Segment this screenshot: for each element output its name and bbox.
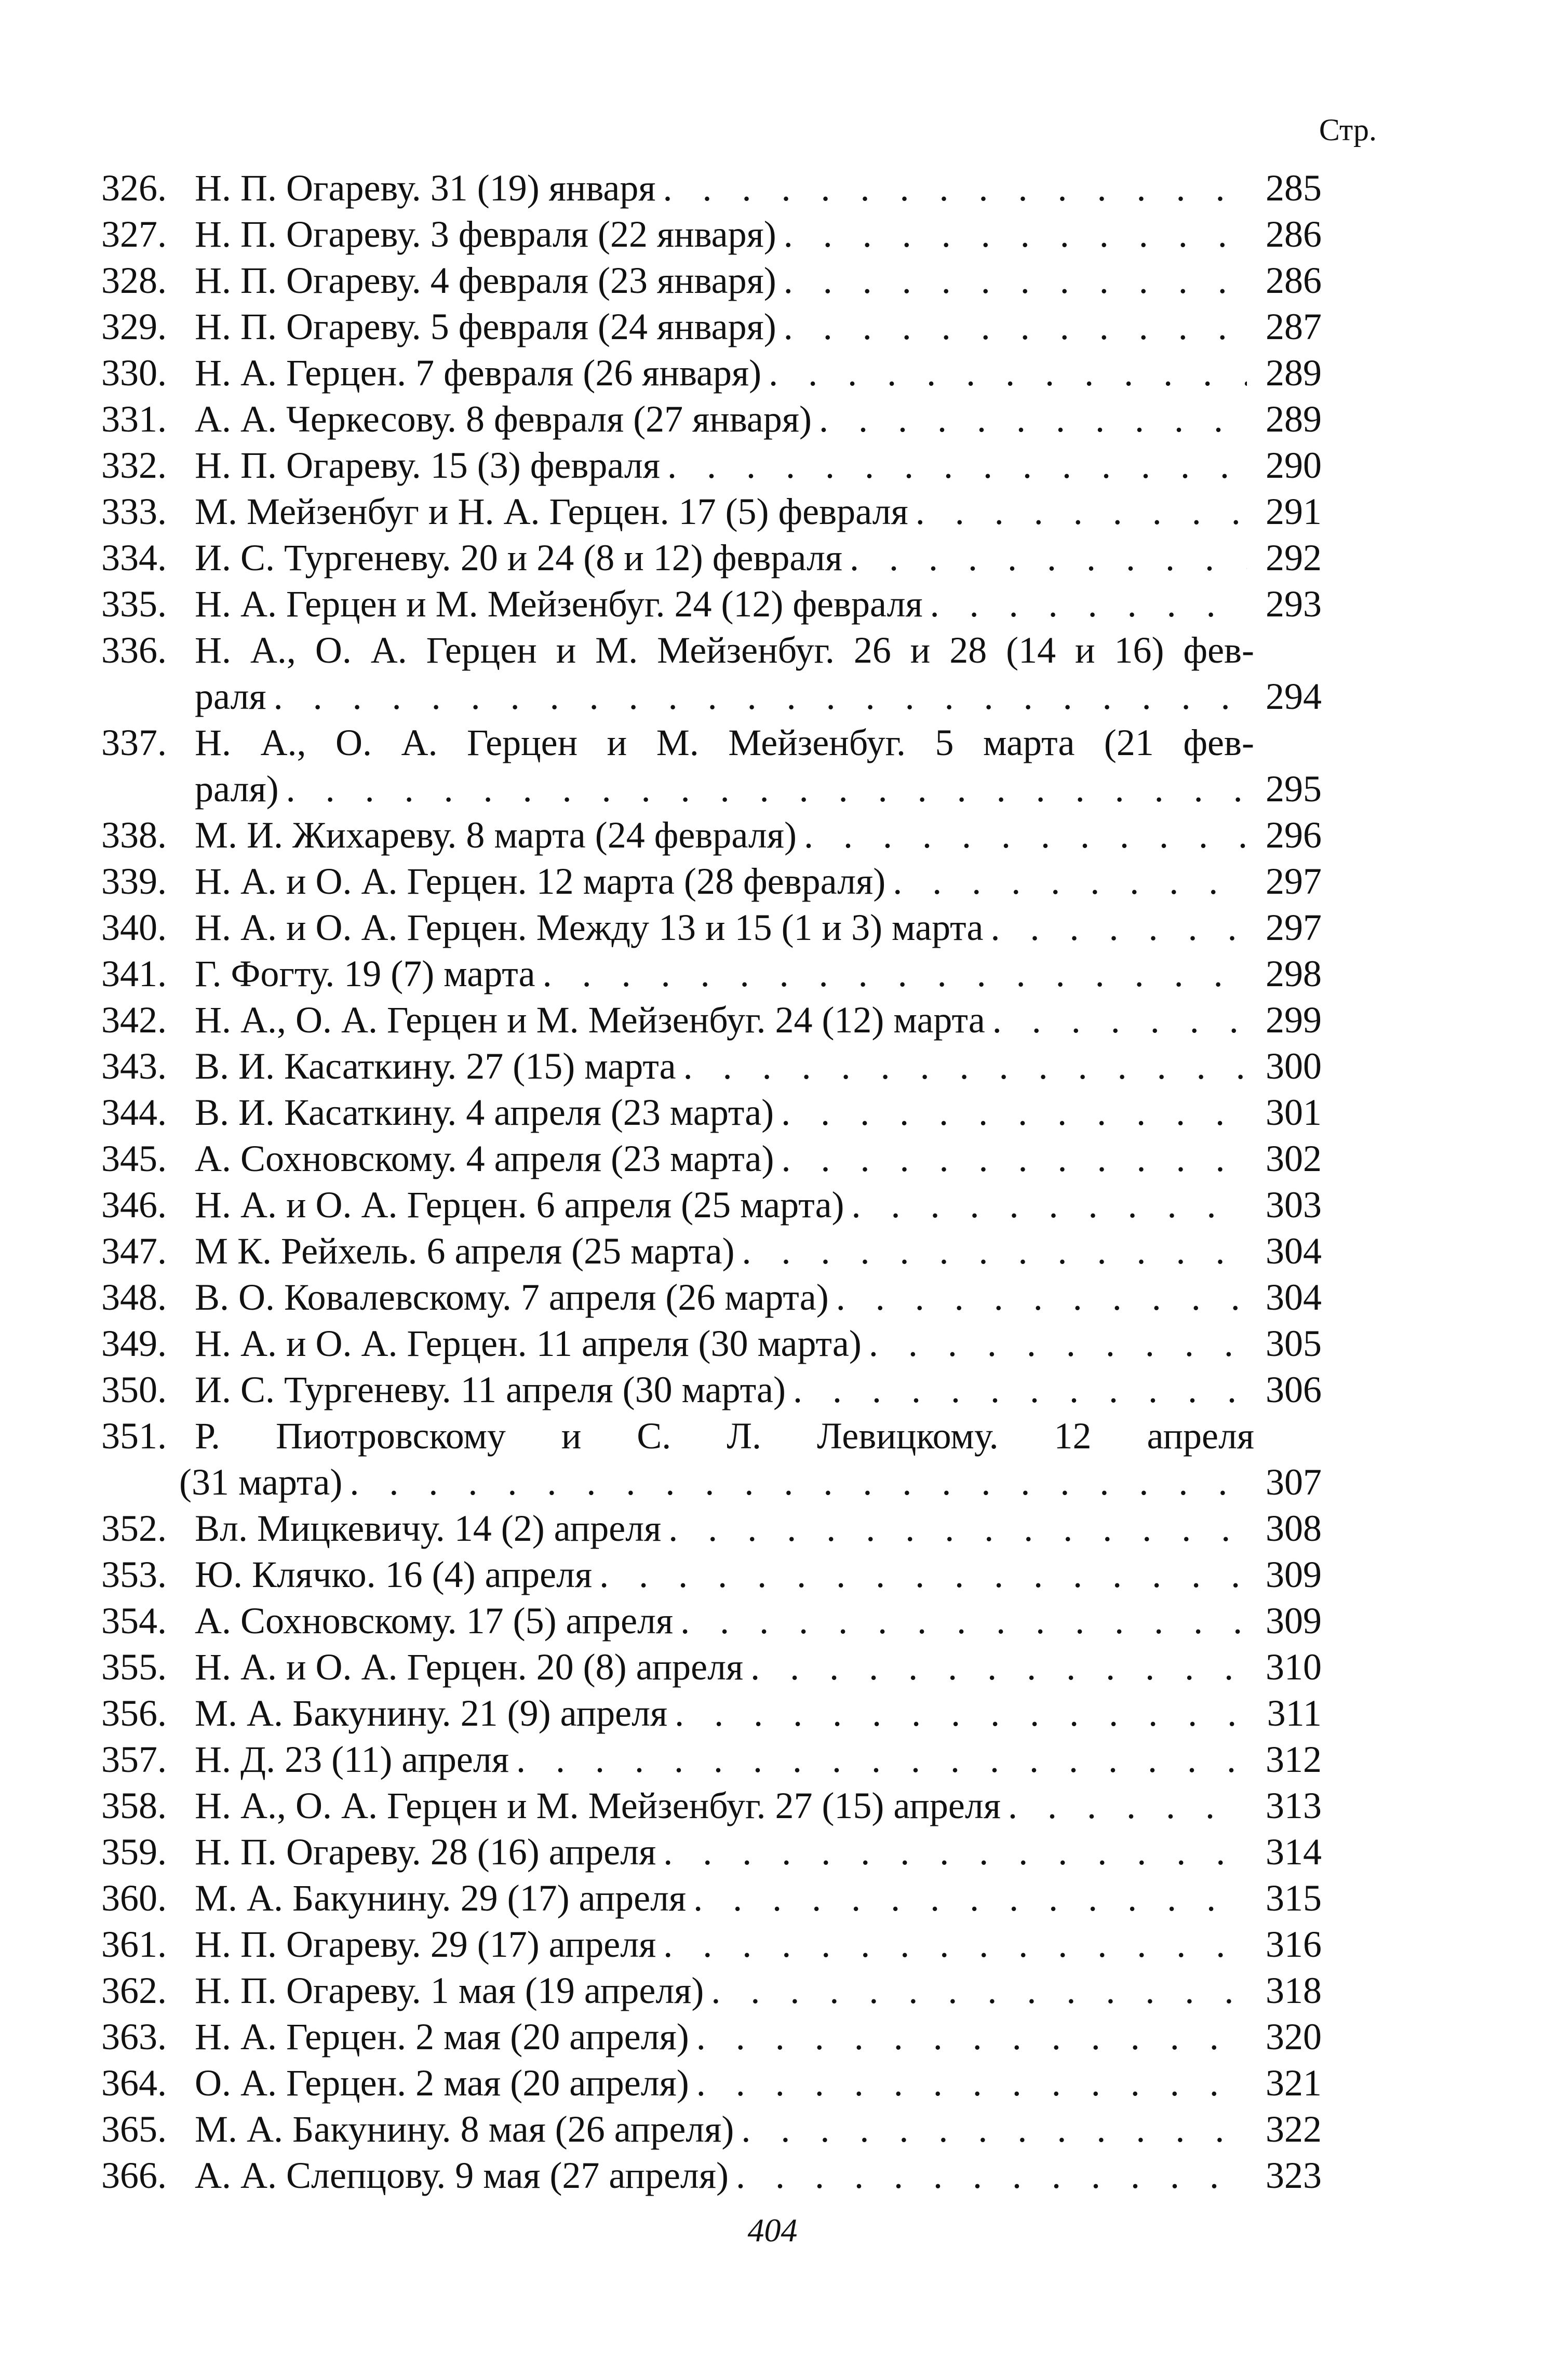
toc-entry-number: 365. [101, 2108, 167, 2150]
toc-entry-title-line [195, 581, 1254, 627]
toc-entry-number: 336. [101, 629, 167, 671]
toc-entry [101, 1829, 1322, 1875]
toc-entry-number: 366. [101, 2155, 167, 2196]
toc-entry-title: Ю. Клячко. 16 (4) апреля [195, 1554, 593, 1595]
toc-entry-title: М. А. Бакунину. 21 (9) апреля [195, 1692, 668, 1734]
toc-entry-number: 333. [101, 491, 167, 532]
toc-entry-title-line [195, 1968, 1254, 2014]
toc-entry [101, 396, 1322, 442]
toc-entry-page: 286 [1266, 260, 1322, 301]
dot-leaders [736, 2153, 1247, 2199]
toc-entry [101, 858, 1322, 905]
toc-entry-page: 322 [1266, 2108, 1322, 2150]
toc-entry-page: 308 [1266, 1508, 1322, 1549]
dot-leaders [663, 1829, 1247, 1875]
toc-entry-number: 356. [101, 1692, 167, 1734]
toc-entry-title-line [195, 858, 1254, 905]
toc-entry-number: 338. [101, 814, 167, 856]
toc-entry [101, 489, 1322, 535]
toc-entry-title: М. А. Бакунину. 8 мая (26 апреля) [195, 2108, 734, 2150]
dot-leaders [992, 997, 1247, 1043]
toc-entry-title-line [195, 258, 1254, 304]
toc-entry-number: 357. [101, 1739, 167, 1780]
toc-entry-number: 354. [101, 1600, 167, 1642]
toc-entry-title: М. А. Бакунину. 29 (17) апреля [195, 1877, 687, 1919]
toc-entry-number: 335. [101, 583, 167, 625]
dot-leaders [769, 350, 1247, 396]
toc-entry-page: 309 [1266, 1554, 1322, 1595]
toc-entry-title: О. А. Герцен. 2 мая (20 апреля) [195, 2062, 689, 2104]
toc-entry-title: И. С. Тургеневу. 20 и 24 (8 и 12) февраля [195, 537, 843, 579]
toc-entry-number: 332. [101, 445, 167, 486]
toc-entry-title-line [195, 1367, 1254, 1413]
toc-entry [101, 951, 1322, 997]
page-column-header: Стр. [1319, 113, 1377, 147]
toc-entry-page: 320 [1266, 2016, 1322, 2058]
toc-entry [101, 1274, 1322, 1321]
toc-entry-number: 364. [101, 2062, 167, 2104]
toc-entry-title-line [195, 1043, 1254, 1090]
toc-entry-page: 298 [1266, 953, 1322, 994]
toc-entry [101, 812, 1322, 858]
toc-entry-title: Н. П. Огареву. 3 февраля (22 января) [195, 213, 776, 255]
toc-entry [101, 1228, 1322, 1274]
toc-entry-page: 289 [1266, 352, 1322, 394]
toc-entry-page: 323 [1266, 2155, 1322, 2196]
toc-entry-page: 291 [1266, 491, 1322, 532]
toc-entry-title-line [195, 1921, 1254, 1968]
toc-entry-title-line [195, 1552, 1254, 1598]
toc-entry-page: 303 [1266, 1184, 1322, 1226]
dot-leaders [784, 304, 1247, 350]
toc-entry-title: Н. А. и О. А. Герцен. 6 апреля (25 марта) [195, 1184, 844, 1226]
toc-entry-title-line [195, 1228, 1254, 1274]
toc-entry-number: 348. [101, 1276, 167, 1318]
toc-entry-page: 305 [1266, 1323, 1322, 1364]
toc-entry-title: Н. А., О. А. Герцен и М. Мейзенбуг. 24 (12) марта [195, 999, 985, 1041]
toc-entry [101, 1136, 1322, 1182]
toc-entry [101, 627, 1322, 720]
toc-entry-number: 345. [101, 1138, 167, 1179]
dot-leaders [784, 258, 1247, 304]
toc-entry-number: 334. [101, 537, 167, 579]
toc-entry-page: 318 [1266, 1970, 1322, 2011]
toc-entry-title: Н. Д. 23 (11) апреля [195, 1739, 509, 1780]
toc-entry-title-line [195, 350, 1254, 396]
dot-leaders [930, 581, 1247, 627]
toc-entry-title-line [195, 2014, 1254, 2060]
toc-entry-number: 352. [101, 1508, 167, 1549]
toc-entry-title-line [195, 211, 1254, 258]
toc-entry-title-line [195, 1690, 1254, 1737]
toc-entry [101, 1182, 1322, 1228]
toc-entry-number: 340. [101, 907, 167, 948]
toc-entry-page: 304 [1266, 1230, 1322, 1272]
dot-leaders [893, 858, 1247, 905]
toc-entry [101, 350, 1322, 396]
toc-entry [101, 1737, 1322, 1783]
toc-entry-page: 309 [1266, 1600, 1322, 1642]
toc-entry-title-line [195, 1505, 1254, 1552]
toc-entry-title-line [195, 1783, 1254, 1829]
toc-entry-title: Н. А. и О. А. Герцен. Между 13 и 15 (1 и 3) марта [195, 907, 984, 948]
toc-entry-title-line [195, 535, 1254, 581]
toc-entry-title: Н. П. Огареву. 1 мая (19 апреля) [195, 1970, 704, 2011]
toc-entry-number: 362. [101, 1970, 167, 2011]
toc-entry [101, 2060, 1322, 2106]
toc-entry-number: 361. [101, 1924, 167, 1965]
toc-entry-page: 290 [1266, 445, 1322, 486]
toc-entry-number: 328. [101, 260, 167, 301]
toc-entry-title: Г. Фогту. 19 (7) марта [195, 953, 535, 994]
toc-entry [101, 2106, 1322, 2153]
dot-leaders [696, 2014, 1247, 2060]
toc-entry-page: 311 [1267, 1692, 1322, 1734]
toc-entry-number: 343. [101, 1045, 167, 1087]
toc-entry-number: 329. [101, 306, 167, 347]
toc-entry [101, 1968, 1322, 2014]
toc-entry-title-line [195, 1274, 1254, 1321]
dot-leaders [668, 1505, 1247, 1552]
toc-entry-page: 314 [1266, 1831, 1322, 1873]
toc-entry-title-line1: Р. Пиотровскому и С. Л. Левицкому. 12 апреля [195, 1415, 1254, 1457]
toc-entry-page: 285 [1266, 167, 1322, 209]
toc-entry-number: 358. [101, 1785, 167, 1826]
toc-entry-title: В. И. Касаткину. 27 (15) марта [195, 1045, 676, 1087]
toc-entry-title: В. И. Касаткину. 4 апреля (23 марта) [195, 1092, 774, 1133]
toc-entry [101, 1875, 1322, 1921]
toc-entry-title: Н. А. и О. А. Герцен. 11 апреля (30 марта) [195, 1323, 862, 1364]
toc-entry-page: 310 [1266, 1646, 1322, 1688]
toc-entry-title: Н. А. Герцен. 7 февраля (26 января) [195, 352, 762, 394]
toc-entry-page: 286 [1266, 213, 1322, 255]
toc-entry-number: 342. [101, 999, 167, 1041]
toc-entry-title: Н. А. Герцен. 2 мая (20 апреля) [195, 2016, 689, 2058]
toc-entry-title-line [195, 1182, 1254, 1228]
toc-entry-page: 321 [1266, 2062, 1322, 2104]
dot-leaders [350, 1459, 1247, 1505]
toc-entry [101, 1321, 1322, 1367]
toc-entry-number: 326. [101, 167, 167, 209]
toc-entry-title: Вл. Мицкевичу. 14 (2) апреля [195, 1508, 662, 1549]
toc-entry-page: 316 [1266, 1924, 1322, 1965]
toc-entry-page: 304 [1266, 1276, 1322, 1318]
dot-leaders [663, 1921, 1247, 1968]
toc-entry-title-line [195, 1136, 1254, 1182]
dot-leaders [741, 2106, 1247, 2153]
toc-entry-title: Н. А. и О. А. Герцен. 20 (8) апреля [195, 1646, 744, 1688]
toc-entry-page: 294 [1266, 676, 1322, 717]
toc-entry [101, 1644, 1322, 1690]
dot-leaders [543, 951, 1247, 997]
toc-entry [101, 535, 1322, 581]
toc-entry-title: Н. А., О. А. Герцен и М. Мейзенбуг. 27 (15) апреля [195, 1785, 1001, 1826]
dot-leaders [869, 1321, 1247, 1367]
toc-entry-title-line [195, 165, 1254, 211]
toc-entry-number: 355. [101, 1646, 167, 1688]
toc-entry-title: А. А. Черкесову. 8 февраля (27 января) [195, 398, 812, 440]
toc-entry-title: Н. П. Огареву. 4 февраля (23 января) [195, 260, 776, 301]
toc-entry [101, 165, 1322, 211]
toc-entry-page: 301 [1266, 1092, 1322, 1133]
toc-entry [101, 211, 1322, 258]
toc-entry-title: Н. П. Огареву. 5 февраля (24 января) [195, 306, 776, 347]
toc-entry-title: А. А. Слепцову. 9 мая (27 апреля) [195, 2155, 729, 2196]
toc-entry-page: 289 [1266, 398, 1322, 440]
toc-entry-title: М. И. Жихареву. 8 марта (24 февраля) [195, 814, 797, 856]
dot-leaders [711, 1968, 1247, 2014]
toc-entry [101, 1921, 1322, 1968]
toc-entry [101, 1552, 1322, 1598]
toc-entry-number: 344. [101, 1092, 167, 1133]
toc-entry-number: 360. [101, 1877, 167, 1919]
toc-entry-title-line [195, 304, 1254, 350]
toc-entry-number: 351. [101, 1415, 167, 1457]
dot-leaders [916, 489, 1247, 535]
toc-entry-title-line [195, 1598, 1254, 1644]
toc-entry [101, 258, 1322, 304]
toc-entry-number: 363. [101, 2016, 167, 2058]
toc-entry-title: Н. П. Огареву. 15 (3) февраля [195, 445, 660, 486]
dot-leaders [599, 1552, 1247, 1598]
dot-leaders [683, 1043, 1247, 1090]
toc-entry-title: М. Мейзенбуг и Н. А. Герцен. 17 (5) февраля [195, 491, 908, 532]
toc-entry-title-line [195, 997, 1254, 1043]
toc-entry-title-line [195, 1321, 1254, 1367]
dot-leaders [784, 211, 1247, 258]
toc-entry-title-line [195, 2153, 1254, 2199]
page-number: 404 [747, 2212, 798, 2249]
toc-entry-page: 299 [1266, 999, 1322, 1041]
toc-entry [101, 1598, 1322, 1644]
dot-leaders [1008, 1783, 1247, 1829]
dot-leaders [693, 1875, 1247, 1921]
toc-entry-title: Н. П. Огареву. 29 (17) апреля [195, 1924, 656, 1965]
dot-leaders [781, 1136, 1247, 1182]
toc-entry [101, 2014, 1322, 2060]
dot-leaders [990, 905, 1247, 951]
toc-entry-title-line [195, 1829, 1254, 1875]
toc-entry-number: 341. [101, 953, 167, 994]
toc-entry [101, 304, 1322, 350]
toc-entry-number: 346. [101, 1184, 167, 1226]
table-of-contents [101, 165, 1322, 2199]
dot-leaders [663, 165, 1247, 211]
toc-entry [101, 905, 1322, 951]
toc-entry-page: 302 [1266, 1138, 1322, 1179]
toc-entry-title: (31 марта) [179, 1461, 343, 1503]
toc-entry-page: 315 [1266, 1877, 1322, 1919]
toc-entry [101, 581, 1322, 627]
dot-leaders [696, 2060, 1247, 2106]
toc-entry [101, 1690, 1322, 1737]
toc-entry-title: И. С. Тургеневу. 11 апреля (30 марта) [195, 1369, 786, 1410]
toc-entry [101, 1783, 1322, 1829]
toc-entry [101, 2153, 1322, 2199]
toc-entry-title-line [195, 2106, 1254, 2153]
toc-entry-title-line [195, 1737, 1254, 1783]
toc-entry-title-line [195, 1875, 1254, 1921]
toc-entry-page: 293 [1266, 583, 1322, 625]
toc-entry-page: 297 [1266, 860, 1322, 902]
dot-leaders [286, 766, 1247, 812]
dot-leaders [750, 1644, 1247, 1690]
toc-entry-number: 359. [101, 1831, 167, 1873]
toc-entry-title: раля [195, 676, 266, 717]
toc-entry-title-line [195, 1090, 1254, 1136]
toc-entry-title: раля) [195, 768, 279, 810]
toc-entry-number: 347. [101, 1230, 167, 1272]
toc-entry-title-line [195, 2060, 1254, 2106]
toc-entry-number: 350. [101, 1369, 167, 1410]
toc-entry-title-line [195, 489, 1254, 535]
toc-entry [101, 1367, 1322, 1413]
toc-entry-page: 296 [1266, 814, 1322, 856]
toc-entry-number: 339. [101, 860, 167, 902]
dot-leaders [793, 1367, 1247, 1413]
toc-entry-title-line [195, 1644, 1254, 1690]
toc-entry-title: Н. А. и О. А. Герцен. 12 марта (28 февраля) [195, 860, 886, 902]
toc-entry-title-line1: Н. А., О. А. Герцен и М. Мейзенбуг. 5 марта (21 фев- [195, 722, 1254, 763]
toc-entry-page: 306 [1266, 1369, 1322, 1410]
dot-leaders [680, 1598, 1247, 1644]
dot-leaders [667, 442, 1247, 489]
dot-leaders [852, 1182, 1247, 1228]
toc-entry-title: М К. Рейхель. 6 апреля (25 марта) [195, 1230, 735, 1272]
dot-leaders [804, 812, 1247, 858]
toc-entry-title-line [195, 396, 1254, 442]
dot-leaders [274, 674, 1247, 720]
toc-entry-number: 349. [101, 1323, 167, 1364]
dot-leaders [781, 1090, 1247, 1136]
toc-entry [101, 1505, 1322, 1552]
toc-entry-page: 295 [1266, 768, 1322, 810]
toc-entry-title-line [195, 905, 1254, 951]
toc-entry-page: 307 [1266, 1461, 1322, 1503]
dot-leaders [516, 1737, 1247, 1783]
toc-entry-page: 292 [1266, 537, 1322, 579]
toc-entry [101, 1043, 1322, 1090]
toc-entry-title-line [195, 674, 1254, 720]
toc-entry-page: 312 [1266, 1739, 1322, 1780]
toc-entry [101, 442, 1322, 489]
toc-entry-title: Н. П. Огареву. 31 (19) января [195, 167, 656, 209]
toc-entry-number: 353. [101, 1554, 167, 1595]
toc-entry-title: А. Сохновскому. 4 апреля (23 марта) [195, 1138, 774, 1179]
dot-leaders [819, 396, 1247, 442]
dot-leaders [675, 1690, 1247, 1737]
toc-entry-page: 313 [1266, 1785, 1322, 1826]
toc-entry-title: А. Сохновскому. 17 (5) апреля [195, 1600, 674, 1642]
toc-entry-page: 287 [1266, 306, 1322, 347]
dot-leaders [836, 1274, 1247, 1321]
toc-entry-page: 297 [1266, 907, 1322, 948]
toc-entry-title-line [195, 812, 1254, 858]
toc-entry-number: 331. [101, 398, 167, 440]
toc-entry [101, 1413, 1322, 1505]
toc-entry-page: 300 [1266, 1045, 1322, 1087]
toc-entry-title-line [195, 951, 1254, 997]
toc-entry-title-line [195, 442, 1254, 489]
toc-entry-title: В. О. Ковалевскому. 7 апреля (26 марта) [195, 1276, 829, 1318]
toc-entry-number: 327. [101, 213, 167, 255]
toc-entry-title: Н. А. Герцен и М. Мейзенбуг. 24 (12) февраля [195, 583, 923, 625]
toc-entry-number: 337. [101, 722, 167, 763]
toc-entry-title-line1: Н. А., О. А. Герцен и М. Мейзенбуг. 26 и 28 (14 и 16) фев- [195, 629, 1254, 671]
toc-entry [101, 1090, 1322, 1136]
toc-entry [101, 997, 1322, 1043]
toc-entry-number: 330. [101, 352, 167, 394]
toc-entry [101, 720, 1322, 812]
toc-entry-title-line [195, 766, 1254, 812]
dot-leaders [850, 535, 1247, 581]
dot-leaders [742, 1228, 1247, 1274]
toc-entry-title: Н. П. Огареву. 28 (16) апреля [195, 1831, 656, 1873]
toc-entry-title-line [179, 1459, 1254, 1505]
